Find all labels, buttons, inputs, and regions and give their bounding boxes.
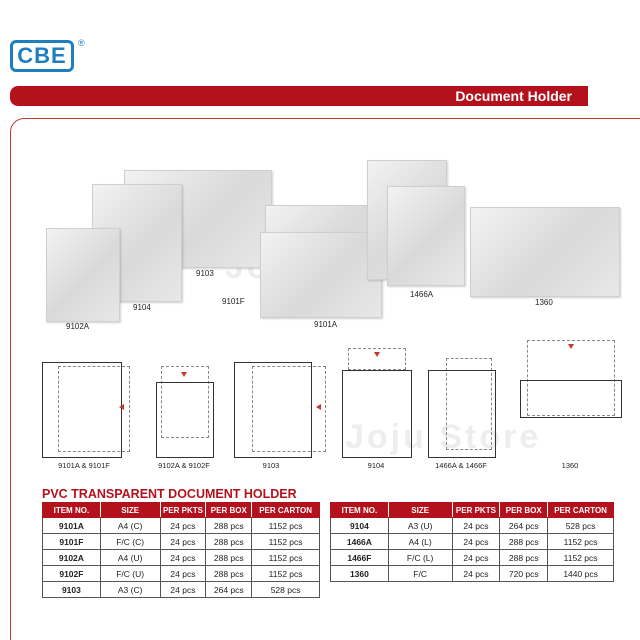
header-bar — [10, 86, 588, 106]
diagram-label: 9102A & 9102F — [158, 461, 210, 470]
table-cell: 264 pcs — [206, 582, 252, 598]
table-cell: 288 pcs — [206, 534, 252, 550]
spec-table-right — [330, 502, 614, 582]
table-cell: 528 pcs — [548, 518, 614, 534]
table-cell: 24 pcs — [160, 518, 206, 534]
brand-logo: CBE — [10, 40, 74, 72]
table-cell: F/C (L) — [388, 550, 452, 566]
table-row — [43, 550, 320, 566]
table-cell: 1152 pcs — [252, 550, 320, 566]
column-header: PER PKTS — [452, 503, 500, 518]
table-cell: 24 pcs — [160, 534, 206, 550]
table-cell: 24 pcs — [452, 534, 500, 550]
table-cell: A4 (C) — [100, 518, 160, 534]
arrow-down-icon — [568, 344, 574, 349]
table-cell: 1152 pcs — [548, 550, 614, 566]
table-cell: 24 pcs — [452, 518, 500, 534]
diagram-insert-outline — [252, 366, 326, 452]
table-cell: 24 pcs — [160, 550, 206, 566]
table-row — [331, 566, 614, 582]
table-header-row — [43, 503, 320, 518]
table-cell: 288 pcs — [206, 566, 252, 582]
item-number-cell: 1360 — [331, 566, 389, 582]
photo-label: 9103 — [196, 269, 214, 278]
diagram-1360 — [520, 380, 622, 418]
table-cell: 528 pcs — [252, 582, 320, 598]
table-cell: 1440 pcs — [548, 566, 614, 582]
table-row — [43, 518, 320, 534]
spec-table-left — [42, 502, 320, 598]
diagram-label: 1360 — [561, 461, 579, 470]
table-header-row — [331, 503, 614, 518]
item-number-cell: 9104 — [331, 518, 389, 534]
table-cell: 264 pcs — [500, 518, 548, 534]
product-photo-9102a — [46, 228, 120, 322]
column-header: ITEM NO. — [43, 503, 101, 518]
item-number-cell: 9102F — [43, 566, 101, 582]
column-header: ITEM NO. — [331, 503, 389, 518]
table-row — [43, 534, 320, 550]
arrow-left-icon — [119, 404, 124, 410]
photo-label: 1466A — [410, 290, 434, 299]
table-cell: 24 pcs — [160, 582, 206, 598]
table-cell: A3 (U) — [388, 518, 452, 534]
table-cell: 1152 pcs — [548, 534, 614, 550]
table-cell: F/C (C) — [100, 534, 160, 550]
photo-label: 1360 — [535, 298, 553, 307]
item-number-cell: 9101A — [43, 518, 101, 534]
diagram-9104 — [342, 370, 412, 458]
diagram-9102a-9102f — [156, 382, 214, 458]
column-header: PER CARTON — [548, 503, 614, 518]
table-cell: A3 (C) — [100, 582, 160, 598]
item-number-cell: 1466A — [331, 534, 389, 550]
table-cell: F/C — [388, 566, 452, 582]
column-header: SIZE — [100, 503, 160, 518]
page-title: Document Holder — [455, 88, 572, 104]
table-cell: 288 pcs — [206, 518, 252, 534]
photo-label: 9102A — [66, 322, 90, 331]
table-row — [43, 582, 320, 598]
arrow-down-icon — [181, 372, 187, 377]
product-photo-1360 — [470, 207, 620, 297]
table-cell: 24 pcs — [452, 566, 500, 582]
table-cell: A4 (U) — [100, 550, 160, 566]
diagram-label: 9101A & 9101F — [58, 461, 110, 470]
photo-label: 9101F — [222, 297, 245, 306]
table-cell: 24 pcs — [452, 550, 500, 566]
registered-mark: ® — [78, 38, 85, 48]
table-row — [331, 550, 614, 566]
table-cell: 720 pcs — [500, 566, 548, 582]
column-header: SIZE — [388, 503, 452, 518]
table-cell: 1152 pcs — [252, 566, 320, 582]
table-row — [331, 534, 614, 550]
table-cell: 288 pcs — [500, 534, 548, 550]
item-number-cell: 9102A — [43, 550, 101, 566]
diagram-label: 9104 — [367, 461, 385, 470]
diagram-label: 9103 — [262, 461, 280, 470]
table-cell: 288 pcs — [206, 550, 252, 566]
table-cell: 1152 pcs — [252, 534, 320, 550]
section-title: PVC TRANSPARENT DOCUMENT HOLDER — [42, 487, 297, 501]
photo-label: 9104 — [133, 303, 151, 312]
table-cell: 24 pcs — [160, 566, 206, 582]
arrow-down-icon — [374, 352, 380, 357]
table-cell: 1152 pcs — [252, 518, 320, 534]
table-cell: 288 pcs — [500, 550, 548, 566]
table-row — [43, 566, 320, 582]
table-row — [331, 518, 614, 534]
column-header: PER PKTS — [160, 503, 206, 518]
item-number-cell: 9103 — [43, 582, 101, 598]
column-header: PER BOX — [500, 503, 548, 518]
item-number-cell: 9101F — [43, 534, 101, 550]
watermark: Joju Store — [345, 418, 542, 456]
diagram-1466a-1466f — [428, 370, 496, 458]
product-photo-1466a — [387, 186, 465, 286]
table-cell: A4 (L) — [388, 534, 452, 550]
column-header: PER BOX — [206, 503, 252, 518]
arrow-left-icon — [316, 404, 321, 410]
photo-label: 9101A — [314, 320, 338, 329]
item-number-cell: 1466F — [331, 550, 389, 566]
diagram-label: 1466A & 1466F — [435, 461, 487, 470]
table-cell: F/C (U) — [100, 566, 160, 582]
product-photo-9101a — [260, 232, 382, 318]
column-header: PER CARTON — [252, 503, 320, 518]
